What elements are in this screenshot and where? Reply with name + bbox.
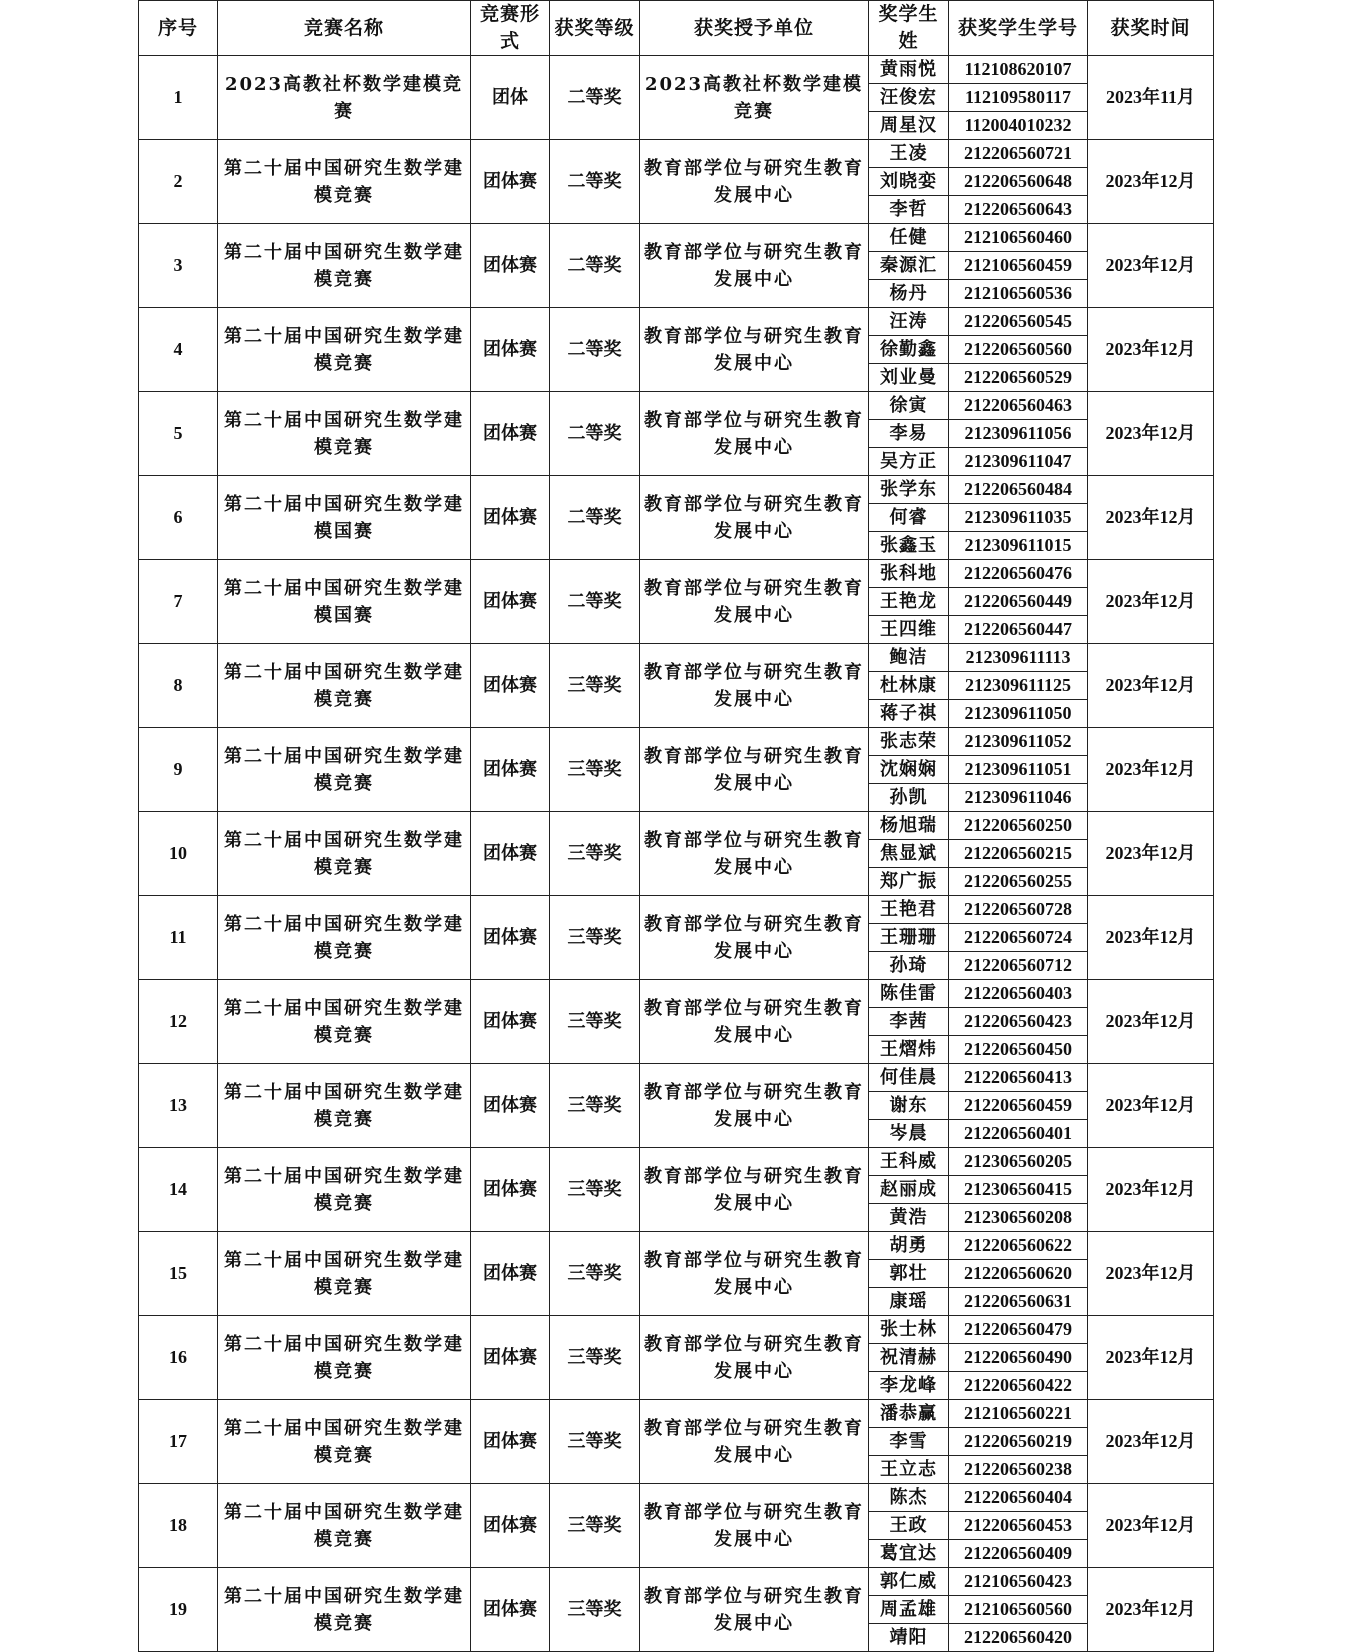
- award-level: 三等奖: [550, 812, 640, 896]
- table-row: [139, 644, 1214, 672]
- student-id: 212309611015: [949, 532, 1088, 560]
- award-level: 三等奖: [550, 1568, 640, 1652]
- award-time: 2023年12月: [1088, 1568, 1214, 1652]
- student-id: 212206560255: [949, 868, 1088, 896]
- header-form: 竞赛形式: [471, 1, 550, 56]
- competition-name: 第二十届中国研究生数学建模竞赛: [218, 1400, 471, 1484]
- award-time: 2023年12月: [1088, 1232, 1214, 1316]
- competition-name: 第二十届中国研究生数学建模竞赛: [218, 644, 471, 728]
- award-time: 2023年12月: [1088, 560, 1214, 644]
- award-level: 三等奖: [550, 728, 640, 812]
- student-name: 郑广振: [869, 868, 949, 896]
- competition-name: 第二十届中国研究生数学建模竞赛: [218, 1484, 471, 1568]
- row-index: 6: [139, 476, 218, 560]
- competition-name: 第二十届中国研究生数学建模竞赛: [218, 728, 471, 812]
- award-organizer: 教育部学位与研究生教育发展中心: [640, 560, 869, 644]
- award-level: 三等奖: [550, 1148, 640, 1232]
- student-name: 何睿: [869, 504, 949, 532]
- student-id: 212206560238: [949, 1456, 1088, 1484]
- student-id: 212106560560: [949, 1596, 1088, 1624]
- award-level: 三等奖: [550, 896, 640, 980]
- student-id: 212206560648: [949, 168, 1088, 196]
- student-id: 112109580117: [949, 84, 1088, 112]
- competition-form: 团体赛: [471, 560, 550, 644]
- student-id: 212206560413: [949, 1064, 1088, 1092]
- competition-form: 团体赛: [471, 812, 550, 896]
- student-name: 王四维: [869, 616, 949, 644]
- student-name: 任健: [869, 224, 949, 252]
- student-name: 王艳君: [869, 896, 949, 924]
- student-id: 212206560712: [949, 952, 1088, 980]
- student-id: 212206560721: [949, 140, 1088, 168]
- competition-name: 第二十届中国研究生数学建模竞赛: [218, 896, 471, 980]
- table-row: [139, 1568, 1214, 1596]
- student-id: 212306560205: [949, 1148, 1088, 1176]
- row-index: 18: [139, 1484, 218, 1568]
- competition-form: 团体赛: [471, 224, 550, 308]
- competition-form: 团体赛: [471, 980, 550, 1064]
- student-name: 汪涛: [869, 308, 949, 336]
- competition-name: 第二十届中国研究生数学建模竞赛: [218, 224, 471, 308]
- award-organizer: 教育部学位与研究生教育发展中心: [640, 1232, 869, 1316]
- student-id: 212206560449: [949, 588, 1088, 616]
- table-row: [139, 980, 1214, 1008]
- student-name: 靖阳: [869, 1624, 949, 1652]
- competition-name: 第二十届中国研究生数学建模竞赛: [218, 1232, 471, 1316]
- header-row: [139, 1, 1214, 56]
- student-id: 212106560221: [949, 1400, 1088, 1428]
- student-name: 徐寅: [869, 392, 949, 420]
- student-name: 徐勤鑫: [869, 336, 949, 364]
- award-time: 2023年12月: [1088, 644, 1214, 728]
- student-id: 212206560724: [949, 924, 1088, 952]
- student-id: 212206560250: [949, 812, 1088, 840]
- award-level: 三等奖: [550, 1484, 640, 1568]
- award-level: 三等奖: [550, 1400, 640, 1484]
- competition-form: 团体赛: [471, 728, 550, 812]
- table-row: [139, 1148, 1214, 1176]
- student-id: 212206560643: [949, 196, 1088, 224]
- student-id: 212206560219: [949, 1428, 1088, 1456]
- student-name: 谢东: [869, 1092, 949, 1120]
- student-name: 张志荣: [869, 728, 949, 756]
- student-name: 陈佳雷: [869, 980, 949, 1008]
- student-id: 212106560459: [949, 252, 1088, 280]
- award-time: 2023年12月: [1088, 812, 1214, 896]
- student-id: 212206560403: [949, 980, 1088, 1008]
- row-index: 14: [139, 1148, 218, 1232]
- row-index: 15: [139, 1232, 218, 1316]
- table-row: [139, 140, 1214, 168]
- award-level: 三等奖: [550, 980, 640, 1064]
- student-id: 212309611047: [949, 448, 1088, 476]
- student-id: 212106560460: [949, 224, 1088, 252]
- table-row: [139, 392, 1214, 420]
- header-time: 获奖时间: [1088, 1, 1214, 56]
- competition-form: 团体赛: [471, 1232, 550, 1316]
- award-time: 2023年12月: [1088, 1316, 1214, 1400]
- competition-name: 第二十届中国研究生数学建模竞赛: [218, 392, 471, 476]
- competition-name: 第二十届中国研究生数学建模竞赛: [218, 812, 471, 896]
- award-level: 二等奖: [550, 308, 640, 392]
- competition-form: 团体赛: [471, 1400, 550, 1484]
- student-id: 212309611050: [949, 700, 1088, 728]
- table-row: [139, 560, 1214, 588]
- student-id: 212206560447: [949, 616, 1088, 644]
- student-id: 112004010232: [949, 112, 1088, 140]
- competition-form: 团体赛: [471, 1064, 550, 1148]
- student-name: 杜林康: [869, 672, 949, 700]
- row-index: 13: [139, 1064, 218, 1148]
- award-organizer: 教育部学位与研究生教育发展中心: [640, 140, 869, 224]
- student-name: 李哲: [869, 196, 949, 224]
- student-name: 张士林: [869, 1316, 949, 1344]
- student-name: 王科威: [869, 1148, 949, 1176]
- student-id: 212206560529: [949, 364, 1088, 392]
- student-name: 张学东: [869, 476, 949, 504]
- award-time: 2023年12月: [1088, 980, 1214, 1064]
- student-id: 212206560631: [949, 1288, 1088, 1316]
- row-index: 9: [139, 728, 218, 812]
- student-id: 212206560728: [949, 896, 1088, 924]
- row-index: 3: [139, 224, 218, 308]
- award-organizer: 教育部学位与研究生教育发展中心: [640, 1316, 869, 1400]
- award-time: 2023年12月: [1088, 1148, 1214, 1232]
- award-time: 2023年12月: [1088, 140, 1214, 224]
- student-name: 李龙峰: [869, 1372, 949, 1400]
- award-level: 二等奖: [550, 476, 640, 560]
- student-name: 张科地: [869, 560, 949, 588]
- row-index: 7: [139, 560, 218, 644]
- competition-form: 团体赛: [471, 1316, 550, 1400]
- student-id: 212206560484: [949, 476, 1088, 504]
- student-id: 212309611052: [949, 728, 1088, 756]
- award-level: 三等奖: [550, 644, 640, 728]
- award-organizer: 教育部学位与研究生教育发展中心: [640, 392, 869, 476]
- student-name: 蒋子祺: [869, 700, 949, 728]
- award-time: 2023年12月: [1088, 728, 1214, 812]
- awards-table: [138, 0, 1214, 1652]
- student-name: 鲍洁: [869, 644, 949, 672]
- student-name: 赵丽成: [869, 1176, 949, 1204]
- student-id: 212206560620: [949, 1260, 1088, 1288]
- competition-name: 第二十届中国研究生数学建模竞赛: [218, 1568, 471, 1652]
- table-row: [139, 728, 1214, 756]
- student-name: 沈娴娴: [869, 756, 949, 784]
- award-organizer: 2023高教社杯数学建模竞赛: [640, 56, 869, 140]
- student-id: 212309611125: [949, 672, 1088, 700]
- award-level: 二等奖: [550, 392, 640, 476]
- row-index: 17: [139, 1400, 218, 1484]
- row-index: 8: [139, 644, 218, 728]
- student-name: 岑晨: [869, 1120, 949, 1148]
- award-organizer: 教育部学位与研究生教育发展中心: [640, 644, 869, 728]
- competition-name: 第二十届中国研究生数学建模竞赛: [218, 140, 471, 224]
- student-id: 212106560423: [949, 1568, 1088, 1596]
- competition-form: 团体赛: [471, 140, 550, 224]
- student-id: 212206560422: [949, 1372, 1088, 1400]
- competition-name: 第二十届中国研究生数学建模竞赛: [218, 1064, 471, 1148]
- competition-name: 第二十届中国研究生数学建模竞赛: [218, 1148, 471, 1232]
- table-row: [139, 1316, 1214, 1344]
- student-name: 何佳晨: [869, 1064, 949, 1092]
- student-name: 张鑫玉: [869, 532, 949, 560]
- table-row: [139, 812, 1214, 840]
- competition-form: 团体赛: [471, 1568, 550, 1652]
- header-index: 序号: [139, 1, 218, 56]
- student-name: 胡勇: [869, 1232, 949, 1260]
- student-name: 杨丹: [869, 280, 949, 308]
- competition-name: 第二十届中国研究生数学建模竞赛: [218, 980, 471, 1064]
- student-name: 杨旭瑞: [869, 812, 949, 840]
- student-id: 212306560415: [949, 1176, 1088, 1204]
- student-name: 康瑶: [869, 1288, 949, 1316]
- competition-name: 第二十届中国研究生数学建模竞赛: [218, 1316, 471, 1400]
- row-index: 12: [139, 980, 218, 1064]
- student-name: 孙凯: [869, 784, 949, 812]
- award-level: 二等奖: [550, 56, 640, 140]
- award-time: 2023年12月: [1088, 1064, 1214, 1148]
- row-index: 1: [139, 56, 218, 140]
- student-id: 212206560490: [949, 1344, 1088, 1372]
- award-time: 2023年12月: [1088, 224, 1214, 308]
- header-student-name: 奖学生姓: [869, 1, 949, 56]
- award-organizer: 教育部学位与研究生教育发展中心: [640, 896, 869, 980]
- student-id: 212309611113: [949, 644, 1088, 672]
- award-time: 2023年12月: [1088, 1400, 1214, 1484]
- competition-form: 团体赛: [471, 644, 550, 728]
- award-level: 三等奖: [550, 1064, 640, 1148]
- competition-form: 团体: [471, 56, 550, 140]
- row-index: 19: [139, 1568, 218, 1652]
- header-student-id: 获奖学生学号: [949, 1, 1088, 56]
- award-organizer: 教育部学位与研究生教育发展中心: [640, 1484, 869, 1568]
- student-name: 刘晓娈: [869, 168, 949, 196]
- table-row: [139, 896, 1214, 924]
- student-name: 王政: [869, 1512, 949, 1540]
- student-id: 112108620107: [949, 56, 1088, 84]
- header-competition: 竞赛名称: [218, 1, 471, 56]
- student-id: 212206560560: [949, 336, 1088, 364]
- student-id: 212306560208: [949, 1204, 1088, 1232]
- award-time: 2023年12月: [1088, 896, 1214, 980]
- student-name: 周孟雄: [869, 1596, 949, 1624]
- student-id: 212206560476: [949, 560, 1088, 588]
- student-id: 212206560479: [949, 1316, 1088, 1344]
- row-index: 10: [139, 812, 218, 896]
- row-index: 16: [139, 1316, 218, 1400]
- table-row: [139, 1232, 1214, 1260]
- student-id: 212206560401: [949, 1120, 1088, 1148]
- award-level: 二等奖: [550, 140, 640, 224]
- award-organizer: 教育部学位与研究生教育发展中心: [640, 476, 869, 560]
- competition-form: 团体赛: [471, 308, 550, 392]
- student-name: 王珊珊: [869, 924, 949, 952]
- student-id: 212206560453: [949, 1512, 1088, 1540]
- student-name: 秦源汇: [869, 252, 949, 280]
- award-level: 三等奖: [550, 1232, 640, 1316]
- table-row: [139, 1400, 1214, 1428]
- student-id: 212206560463: [949, 392, 1088, 420]
- student-name: 李雪: [869, 1428, 949, 1456]
- student-name: 黄雨悦: [869, 56, 949, 84]
- table-row: [139, 308, 1214, 336]
- header-level: 获奖等级: [550, 1, 640, 56]
- student-name: 葛宜达: [869, 1540, 949, 1568]
- row-index: 2: [139, 140, 218, 224]
- student-id: 212206560420: [949, 1624, 1088, 1652]
- student-name: 李茜: [869, 1008, 949, 1036]
- award-organizer: 教育部学位与研究生教育发展中心: [640, 1148, 869, 1232]
- award-level: 二等奖: [550, 224, 640, 308]
- award-level: 二等奖: [550, 560, 640, 644]
- row-index: 5: [139, 392, 218, 476]
- student-name: 王熠炜: [869, 1036, 949, 1064]
- award-organizer: 教育部学位与研究生教育发展中心: [640, 1568, 869, 1652]
- award-organizer: 教育部学位与研究生教育发展中心: [640, 728, 869, 812]
- student-name: 孙琦: [869, 952, 949, 980]
- award-organizer: 教育部学位与研究生教育发展中心: [640, 980, 869, 1064]
- competition-form: 团体赛: [471, 1148, 550, 1232]
- student-id: 212206560215: [949, 840, 1088, 868]
- table-row: [139, 1064, 1214, 1092]
- student-name: 郭仁威: [869, 1568, 949, 1596]
- row-index: 4: [139, 308, 218, 392]
- student-id: 212309611035: [949, 504, 1088, 532]
- award-organizer: 教育部学位与研究生教育发展中心: [640, 308, 869, 392]
- award-time: 2023年12月: [1088, 476, 1214, 560]
- award-time: 2023年12月: [1088, 392, 1214, 476]
- award-organizer: 教育部学位与研究生教育发展中心: [640, 812, 869, 896]
- header-organizer: 获奖授予单位: [640, 1, 869, 56]
- award-organizer: 教育部学位与研究生教育发展中心: [640, 224, 869, 308]
- student-name: 陈杰: [869, 1484, 949, 1512]
- student-name: 李易: [869, 420, 949, 448]
- table-row: [139, 224, 1214, 252]
- student-name: 潘恭赢: [869, 1400, 949, 1428]
- competition-form: 团体赛: [471, 896, 550, 980]
- student-id: 212309611046: [949, 784, 1088, 812]
- competition-name: 第二十届中国研究生数学建模竞赛: [218, 308, 471, 392]
- row-index: 11: [139, 896, 218, 980]
- student-name: 王凌: [869, 140, 949, 168]
- student-name: 焦显斌: [869, 840, 949, 868]
- competition-form: 团体赛: [471, 1484, 550, 1568]
- award-time: 2023年12月: [1088, 308, 1214, 392]
- student-name: 祝清赫: [869, 1344, 949, 1372]
- student-id: 212206560545: [949, 308, 1088, 336]
- student-name: 吴方正: [869, 448, 949, 476]
- award-time: 2023年11月: [1088, 56, 1214, 140]
- student-id: 212206560450: [949, 1036, 1088, 1064]
- student-id: 212206560622: [949, 1232, 1088, 1260]
- competition-form: 团体赛: [471, 392, 550, 476]
- award-organizer: 教育部学位与研究生教育发展中心: [640, 1400, 869, 1484]
- award-organizer: 教育部学位与研究生教育发展中心: [640, 1064, 869, 1148]
- student-id: 212309611051: [949, 756, 1088, 784]
- competition-name: 2023高教社杯数学建模竞赛: [218, 56, 471, 140]
- award-time: 2023年12月: [1088, 1484, 1214, 1568]
- student-id: 212206560423: [949, 1008, 1088, 1036]
- student-name: 王立志: [869, 1456, 949, 1484]
- student-name: 汪俊宏: [869, 84, 949, 112]
- student-name: 黄浩: [869, 1204, 949, 1232]
- competition-name: 第二十届中国研究生数学建模国赛: [218, 476, 471, 560]
- student-id: 212206560459: [949, 1092, 1088, 1120]
- student-name: 郭壮: [869, 1260, 949, 1288]
- table-row: [139, 1484, 1214, 1512]
- competition-name: 第二十届中国研究生数学建模国赛: [218, 560, 471, 644]
- student-id: 212206560409: [949, 1540, 1088, 1568]
- student-id: 212106560536: [949, 280, 1088, 308]
- student-id: 212206560404: [949, 1484, 1088, 1512]
- award-level: 三等奖: [550, 1316, 640, 1400]
- student-id: 212309611056: [949, 420, 1088, 448]
- student-name: 周星汉: [869, 112, 949, 140]
- competition-form: 团体赛: [471, 476, 550, 560]
- student-name: 刘业曼: [869, 364, 949, 392]
- table-row: [139, 476, 1214, 504]
- student-name: 王艳龙: [869, 588, 949, 616]
- table-row: [139, 56, 1214, 84]
